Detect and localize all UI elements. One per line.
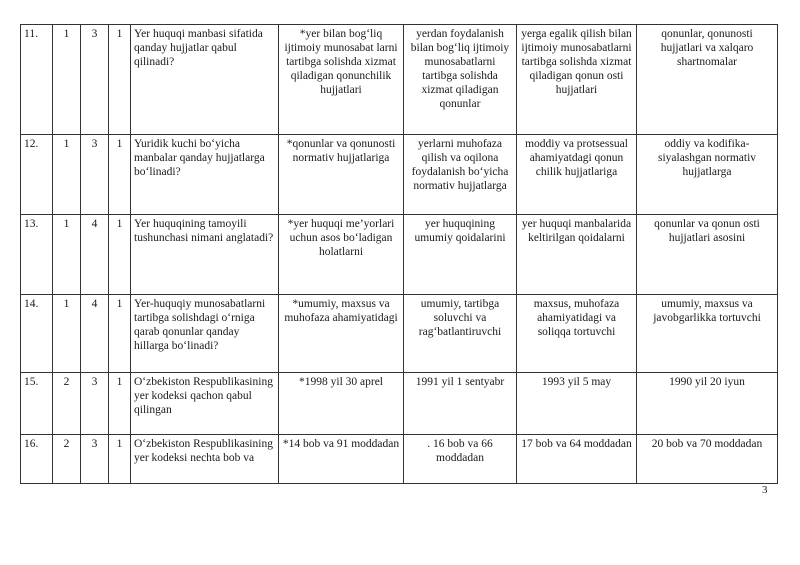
answer-correct: *1998 yil 30 aprel — [279, 373, 404, 435]
answer-option-3: 17 bob va 64 moddadan — [517, 435, 637, 484]
col-a-value: 2 — [53, 435, 81, 484]
row-number: 16. — [21, 435, 53, 484]
answer-option-4: umumiy, maxsus va javobgarlikka tortuvchi — [637, 295, 778, 373]
row-number: 12. — [21, 135, 53, 215]
col-b-value: 3 — [81, 135, 109, 215]
answer-option-4: oddiy va kodifika-siyalashgan normativ hujjatlarga — [637, 135, 778, 215]
table-row — [21, 295, 778, 373]
col-b-value: 3 — [81, 373, 109, 435]
table-row — [21, 435, 778, 484]
answer-option-2: yerlarni muhofaza qilish va oqilona foydalanish bo‘yicha normativ hujjatlarga — [404, 135, 517, 215]
answer-correct: *qonunlar va qonunosti normativ hujjatlariga — [279, 135, 404, 215]
answer-option-2: 1991 yil 1 sentyabr — [404, 373, 517, 435]
col-c-value: 1 — [109, 373, 131, 435]
col-a-value: 1 — [53, 295, 81, 373]
answer-option-3: maxsus, muhofaza ahamiyatidagi va soliqqa tortuvchi — [517, 295, 637, 373]
answer-option-4: 20 bob va 70 moddadan — [637, 435, 778, 484]
answer-option-2: yerdan foydalanish bilan bog‘liq ijtimoiy munosabatlarni tartibga solishda xizmat qiladigan qonunlar — [404, 25, 517, 135]
col-c-value: 1 — [109, 435, 131, 484]
col-c-value: 1 — [109, 215, 131, 295]
col-b-value: 3 — [81, 25, 109, 135]
answer-correct: *yer bilan bog‘liq ijtimoiy munosabat larni tartibga solishda xizmat qiladigan qonunchilik hujjatlari — [279, 25, 404, 135]
answer-correct: *umumiy, maxsus va muhofaza ahamiyatidagi — [279, 295, 404, 373]
answer-option-4: 1990 yil 20 iyun — [637, 373, 778, 435]
row-number: 13. — [21, 215, 53, 295]
table-row — [21, 135, 778, 215]
answer-option-3: yerga egalik qilish bilan ijtimoiy munosabatlarni tartibga solishda xizmat qiladigan qonun osti hujjatlari — [517, 25, 637, 135]
col-c-value: 1 — [109, 135, 131, 215]
answer-option-4: qonunlar va qonun osti hujjatlari asosini — [637, 215, 778, 295]
col-a-value: 2 — [53, 373, 81, 435]
col-b-value: 4 — [81, 295, 109, 373]
table-row — [21, 373, 778, 435]
question-text: O‘zbekiston Respublikasining yer kodeksi qachon qabul qilingan — [131, 373, 279, 435]
col-a-value: 1 — [53, 135, 81, 215]
row-number: 15. — [21, 373, 53, 435]
question-text: Yuridik kuchi bo‘yicha manbalar qanday hujjatlarga bo‘linadi? — [131, 135, 279, 215]
answer-correct: *yer huquqi me’yorlari uchun asos bo‘ladigan holatlarni — [279, 215, 404, 295]
table-row — [21, 25, 778, 135]
answer-option-2: . 16 bob va 66 moddadan — [404, 435, 517, 484]
row-number: 14. — [21, 295, 53, 373]
answer-option-2: yer huquqining umumiy qoidalarini — [404, 215, 517, 295]
question-text: Yer huquqi manbasi sifatida qanday hujjatlar qabul qilinadi? — [131, 25, 279, 135]
col-a-value: 1 — [53, 215, 81, 295]
questions-table — [20, 24, 778, 484]
row-number: 11. — [21, 25, 53, 135]
col-c-value: 1 — [109, 25, 131, 135]
answer-correct: *14 bob va 91 moddadan — [279, 435, 404, 484]
answer-option-3: moddiy va protsessual ahamiyatdagi qonun chilik hujjatlariga — [517, 135, 637, 215]
answer-option-2: umumiy, tartibga soluvchi va rag‘batlantiruvchi — [404, 295, 517, 373]
answer-option-4: qonunlar, qonunosti hujjatlari va xalqaro shartnomalar — [637, 25, 778, 135]
table-row — [21, 215, 778, 295]
col-b-value: 3 — [81, 435, 109, 484]
question-text: O‘zbekiston Respublikasining yer kodeksi nechta bob va — [131, 435, 279, 484]
col-a-value: 1 — [53, 25, 81, 135]
question-text: Yer huquqining tamoyili tushunchasi nimani anglatadi? — [131, 215, 279, 295]
page-number: 3 — [762, 484, 768, 496]
col-b-value: 4 — [81, 215, 109, 295]
answer-option-3: yer huquqi manbalarida keltirilgan qoidalarni — [517, 215, 637, 295]
col-c-value: 1 — [109, 295, 131, 373]
answer-option-3: 1993 yil 5 may — [517, 373, 637, 435]
question-text: Yer-huquqiy munosabatlarni tartibga solishdagi o‘rniga qarab qonunlar qanday hillarga bo‘linadi? — [131, 295, 279, 373]
